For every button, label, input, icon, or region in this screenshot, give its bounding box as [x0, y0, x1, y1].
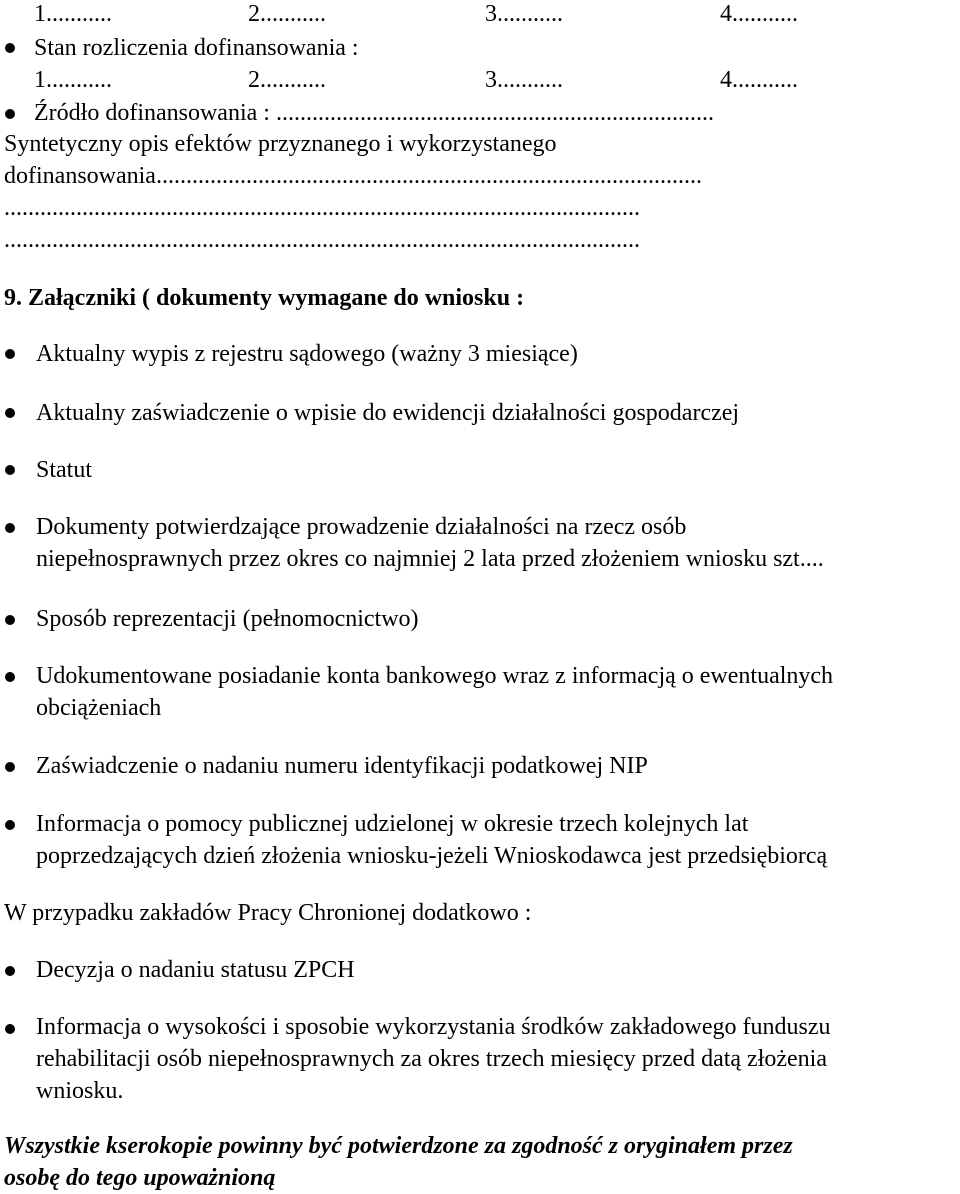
bullet-icon [5, 408, 15, 418]
list-item: Informacja o wysokości i sposobie wykorzystania środków zakładowego funduszu [36, 1014, 831, 1040]
list-item: Decyzja o nadaniu statusu ZPCH [36, 957, 355, 983]
numbered-field-2: 2........... [248, 67, 326, 93]
list-item: Informacja o pomocy publicznej udzielonej w okresie trzech kolejnych lat [36, 811, 749, 837]
footer-note-line1: Wszystkie kserokopie powinny być potwierdzone za zgodność z oryginałem przez [4, 1133, 793, 1159]
bullet-icon [5, 1024, 15, 1034]
numbered-field-3: 3........... [485, 67, 563, 93]
dots-line: .......................................................................................................... [4, 227, 640, 253]
bullet-icon [5, 966, 15, 976]
list-item: Zaświadczenie o nadaniu numeru identyfikacji podatkowej NIP [36, 753, 648, 779]
numbered-field-4: 4........... [720, 67, 798, 93]
bullet-icon [5, 109, 15, 119]
list-item: Aktualny zaświadczenie o wpisie do ewidencji działalności gospodarczej [36, 400, 740, 426]
numbered-field-4: 4........... [720, 1, 798, 27]
bullet-icon [5, 672, 15, 682]
bullet-icon [5, 349, 15, 359]
list-item: Statut [36, 457, 93, 483]
opis-efektow-line1: Syntetyczny opis efektów przyznanego i wykorzystanego [4, 131, 557, 157]
numbered-field-1: 1........... [34, 1, 112, 27]
list-item-continuation: poprzedzających dzień złożenia wniosku-jeżeli Wnioskodawca jest przedsiębiorcą [36, 843, 828, 869]
bullet-icon [5, 820, 15, 830]
list-item: Aktualny wypis z rejestru sądowego (ważny 3 miesiące) [36, 341, 578, 367]
numbered-field-2: 2........... [248, 1, 326, 27]
list-item-continuation: wniosku. [36, 1078, 124, 1104]
numbered-field-3: 3........... [485, 1, 563, 27]
list-item-continuation: rehabilitacji osób niepełnosprawnych za okres trzech miesięcy przed datą złożenia [36, 1046, 827, 1072]
bullet-icon [5, 762, 15, 772]
bullet-icon [5, 43, 15, 53]
bullet-icon [5, 465, 15, 475]
zpch-heading: W przypadku zakładów Pracy Chronionej dodatkowo : [4, 900, 532, 926]
zrodlo-dofinansowania: Źródło dofinansowania : ......................................................................... [34, 100, 714, 126]
list-item-continuation: obciążeniach [36, 695, 162, 721]
bullet-icon [5, 523, 15, 533]
list-item-continuation: niepełnosprawnych przez okres co najmniej 2 lata przed złożeniem wniosku szt.... [36, 546, 824, 572]
list-item: Sposób reprezentacji (pełnomocnictwo) [36, 606, 419, 632]
list-item: Dokumenty potwierdzające prowadzenie działalności na rzecz osób [36, 514, 687, 540]
section-heading-zalaczniki: 9. Załączniki ( dokumenty wymagane do wniosku : [4, 285, 525, 311]
dots-line: .......................................................................................................... [4, 195, 640, 221]
numbered-field-1: 1........... [34, 67, 112, 93]
stan-rozliczenia-label: Stan rozliczenia dofinansowania : [34, 35, 359, 61]
opis-efektow-line2: dofinansowania........................................................................................... [4, 163, 702, 189]
bullet-icon [5, 615, 15, 625]
list-item: Udokumentowane posiadanie konta bankowego wraz z informacją o ewentualnych [36, 663, 834, 689]
footer-note-line2: osobę do tego upoważnioną [4, 1165, 276, 1191]
